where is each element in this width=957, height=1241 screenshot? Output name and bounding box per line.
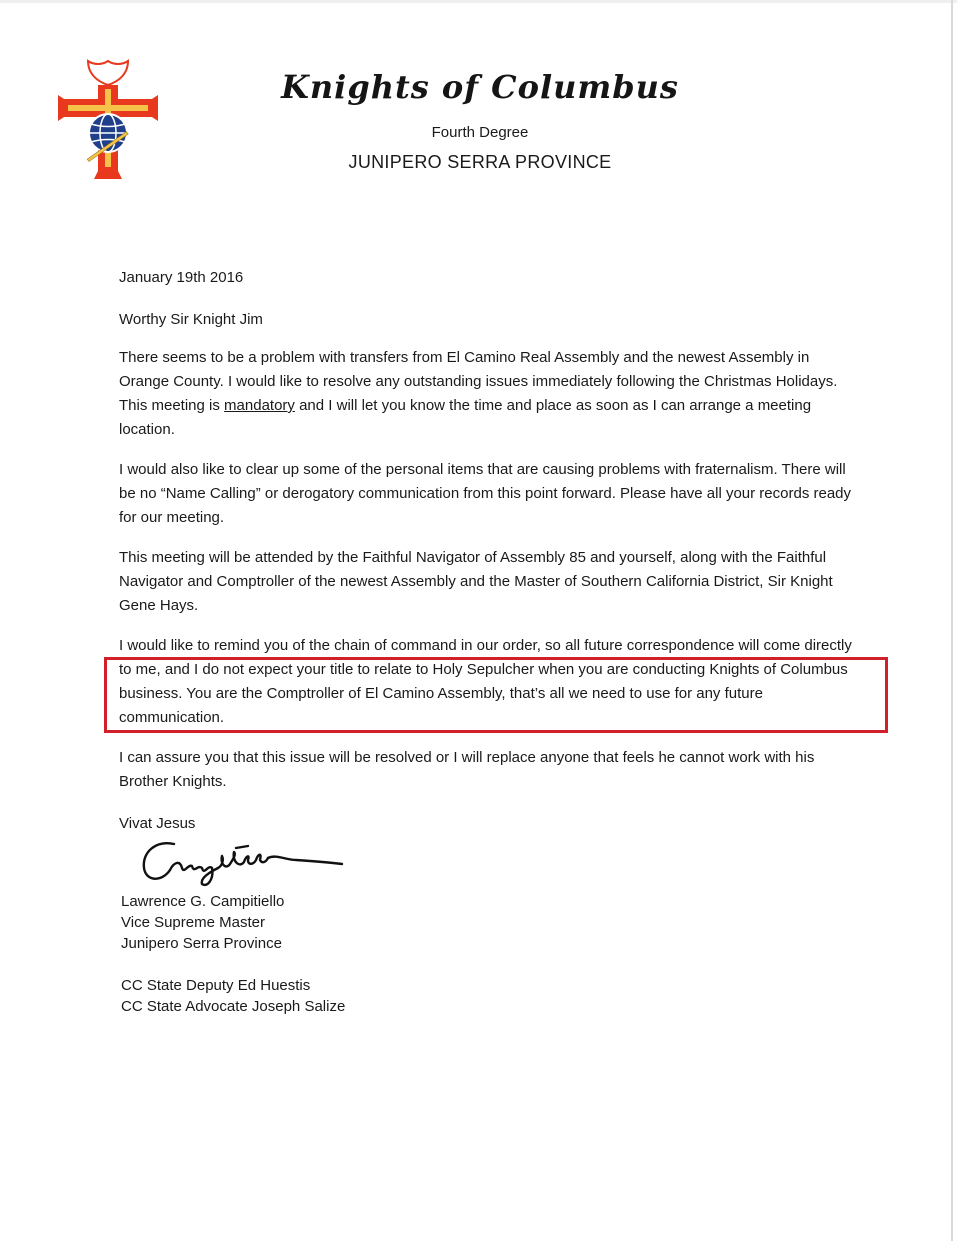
fourth-degree-emblem-icon — [58, 55, 158, 185]
signatory-name: Lawrence G. Campitiello — [121, 893, 285, 910]
handwritten-signature — [136, 834, 346, 894]
cc-list — [121, 975, 345, 1017]
organization-name: Knights of Columbus — [281, 68, 679, 106]
paragraph-1 — [119, 346, 859, 442]
scan-edge-top — [0, 0, 957, 3]
paragraph-5: I can assure you that this issue will be resolved or I will replace anyone that feels he cannot work with his Brother Knights. — [119, 749, 815, 790]
cc-line: CC State Deputy Ed Huestis — [121, 977, 311, 994]
degree-subtitle: Fourth Degree — [431, 124, 529, 141]
paragraph-4: I would like to remind you of the chain of command in our order, so all future correspondence will come directly to me, and I do not expect your title to relate to Holy Sepulcher when you are conducting Knights of Columbus business. You are the Comptroller of El Camino Assembly, that’s all we need to use for any future communication. — [119, 637, 852, 726]
paragraph-1-text-end: and I will let you know the time and place as soon as I can arrange a meeting location. — [119, 397, 812, 438]
mandatory-emphasis: mandatory — [224, 397, 295, 414]
cc-line: CC State Advocate Joseph Salize — [121, 998, 346, 1015]
scan-edge-right — [951, 0, 953, 1241]
letter-date: January 19th 2016 — [119, 269, 244, 286]
signatory-block — [121, 891, 284, 954]
province-heading: JUNIPERO SERRA PROVINCE — [348, 152, 612, 172]
paragraph-2: I would also like to clear up some of the personal items that are causing problems with fraternalism. There will be no “Name Calling” or derogatory communication from this point forward. Please have all your records ready for our meeting. — [119, 461, 852, 526]
red-highlight-box — [104, 657, 888, 733]
signatory-title: Vice Supreme Master — [121, 914, 265, 931]
paragraph-1-text-start: There seems to be a problem with transfers from El Camino Real Assembly and the newest Assembly in Orange County. I would like to resolve any outstanding issues immediately following the Christmas Holidays. This meeting is — [119, 349, 838, 414]
paragraph-3: This meeting will be attended by the Faithful Navigator of Assembly 85 and yourself, along with the Faithful Navigator and Comptroller of the newest Assembly and the Master of Southern California District, Sir Knight Gene Hays. — [119, 549, 833, 614]
closing-line: Vivat Jesus — [119, 815, 196, 832]
letter-salutation: Worthy Sir Knight Jim — [119, 311, 263, 328]
signatory-province: Junipero Serra Province — [121, 935, 282, 952]
